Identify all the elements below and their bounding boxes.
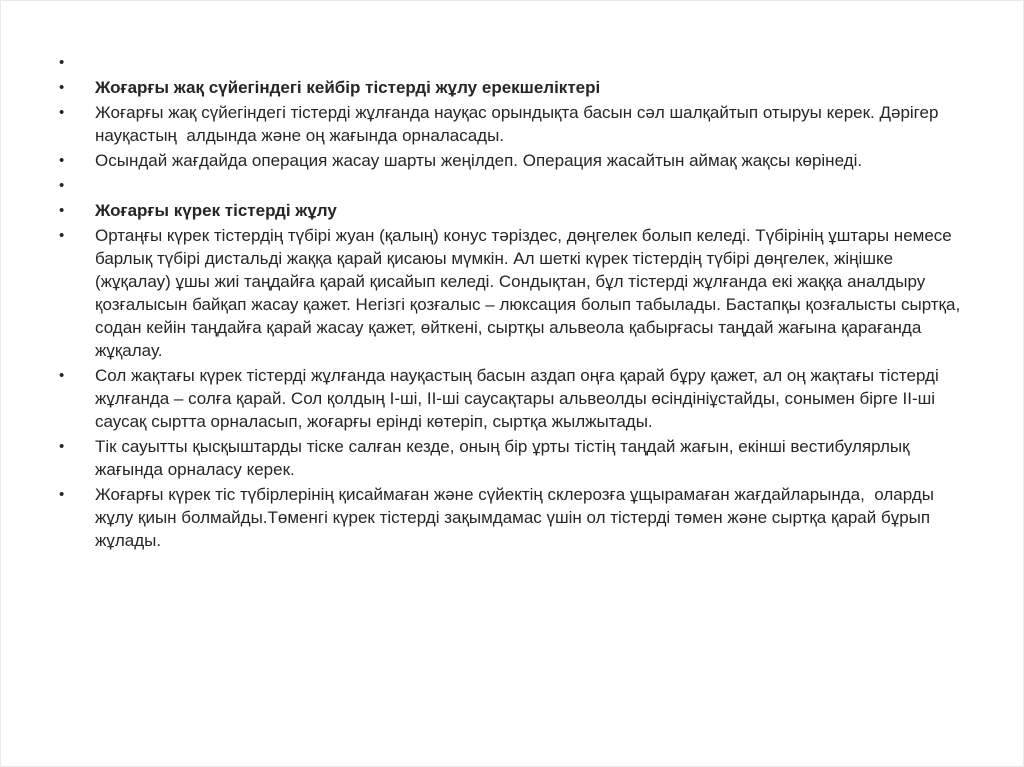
list-item	[59, 149, 967, 172]
bullet-icon: •	[59, 104, 65, 121]
bullet-icon: •	[59, 367, 65, 384]
bullet-text: Жоғарғы жақ сүйегіндегі кейбір тістерді жұлу ерекшеліктері	[95, 78, 601, 97]
list-item	[59, 76, 967, 99]
bullet-icon: •	[59, 54, 65, 71]
bullet-icon: •	[59, 177, 65, 194]
list-item	[59, 435, 967, 481]
list-item	[59, 101, 967, 147]
list-item	[59, 224, 967, 362]
bullet-icon: •	[59, 79, 65, 96]
bullet-icon: •	[59, 152, 65, 169]
bullet-text: Сол жақтағы күрек тістерді жұлғанда науқастың басын аздап оңға қарай бұру қажет, ал оң жақтағы тістерді жұлғанда – солға қарай. Сол қолдың I-ші, II-ші саусақтары альвеолды өсіндініұстайды, сонымен бірге II-ші саусақ сыртта орналасып, жоғарғы ерінді көтеріп, сыртқа жылжытады.	[95, 366, 944, 431]
bullet-list	[59, 51, 967, 554]
list-item	[59, 483, 967, 552]
list-item	[59, 51, 967, 74]
bullet-icon: •	[59, 227, 65, 244]
bullet-text: Жоғарғы күрек тістерді жұлу	[95, 201, 337, 220]
bullet-text: Ортаңғы күрек тістердің түбірі жуан (қалың) конус тәріздес, дөңгелек болып келеді. Түбірінің ұштары немесе барлық түбірі дистальді жаққа қарай қисаюы мүмкін. Ал шеткі күрек тістердің түбірі дөңгелек, жіңішке (жұқалау) ұшы жиі таңдайға қарай қисайып келеді. Сондықтан, бұл тістерді жұлғанда екі жаққа аналдыру қозғалысын байқап жасау қажет. Негізгі қозғалыс – люксация болып табылады. Бастапқы қозғалысты сыртқа, содан кейін таңдайға қарай жасау қажет, өйткені, сыртқы альвеола қабырғасы таңдай жағына қарағанда жұқалау.	[95, 226, 965, 360]
list-item	[59, 199, 967, 222]
bullet-icon: •	[59, 486, 65, 503]
bullet-text: Осындай жағдайда операция жасау шарты жеңілдеп. Операция жасайтын аймақ жақсы көрінеді.	[95, 151, 863, 170]
bullet-icon: •	[59, 202, 65, 219]
bullet-icon: •	[59, 438, 65, 455]
bullet-text: Жоғарғы жақ сүйегіндегі тістерді жұлғанда науқас орындықта басын сәл шалқайтып отыруы керек. Дәрігер науқастың алдында және оң жағында орналасады.	[95, 103, 944, 145]
bullet-text: Жоғарғы күрек тіс түбірлерінің қисаймаған және сүйектің склерозға ұщырамаған жағдайларында, оларды жұлу қиын болмайды.Төменгі күрек тістерді зақымдамас үшін ол тістерді төмен және сыртқа қарай бұрып жұлады.	[95, 485, 939, 550]
list-item	[59, 174, 967, 197]
bullet-text: Тік сауытты қысқыштарды тіске салған кезде, оның бір ұрты тістің таңдай жағын, екінші вестибулярлық жағында орналасу керек.	[95, 437, 915, 479]
list-item	[59, 364, 967, 433]
